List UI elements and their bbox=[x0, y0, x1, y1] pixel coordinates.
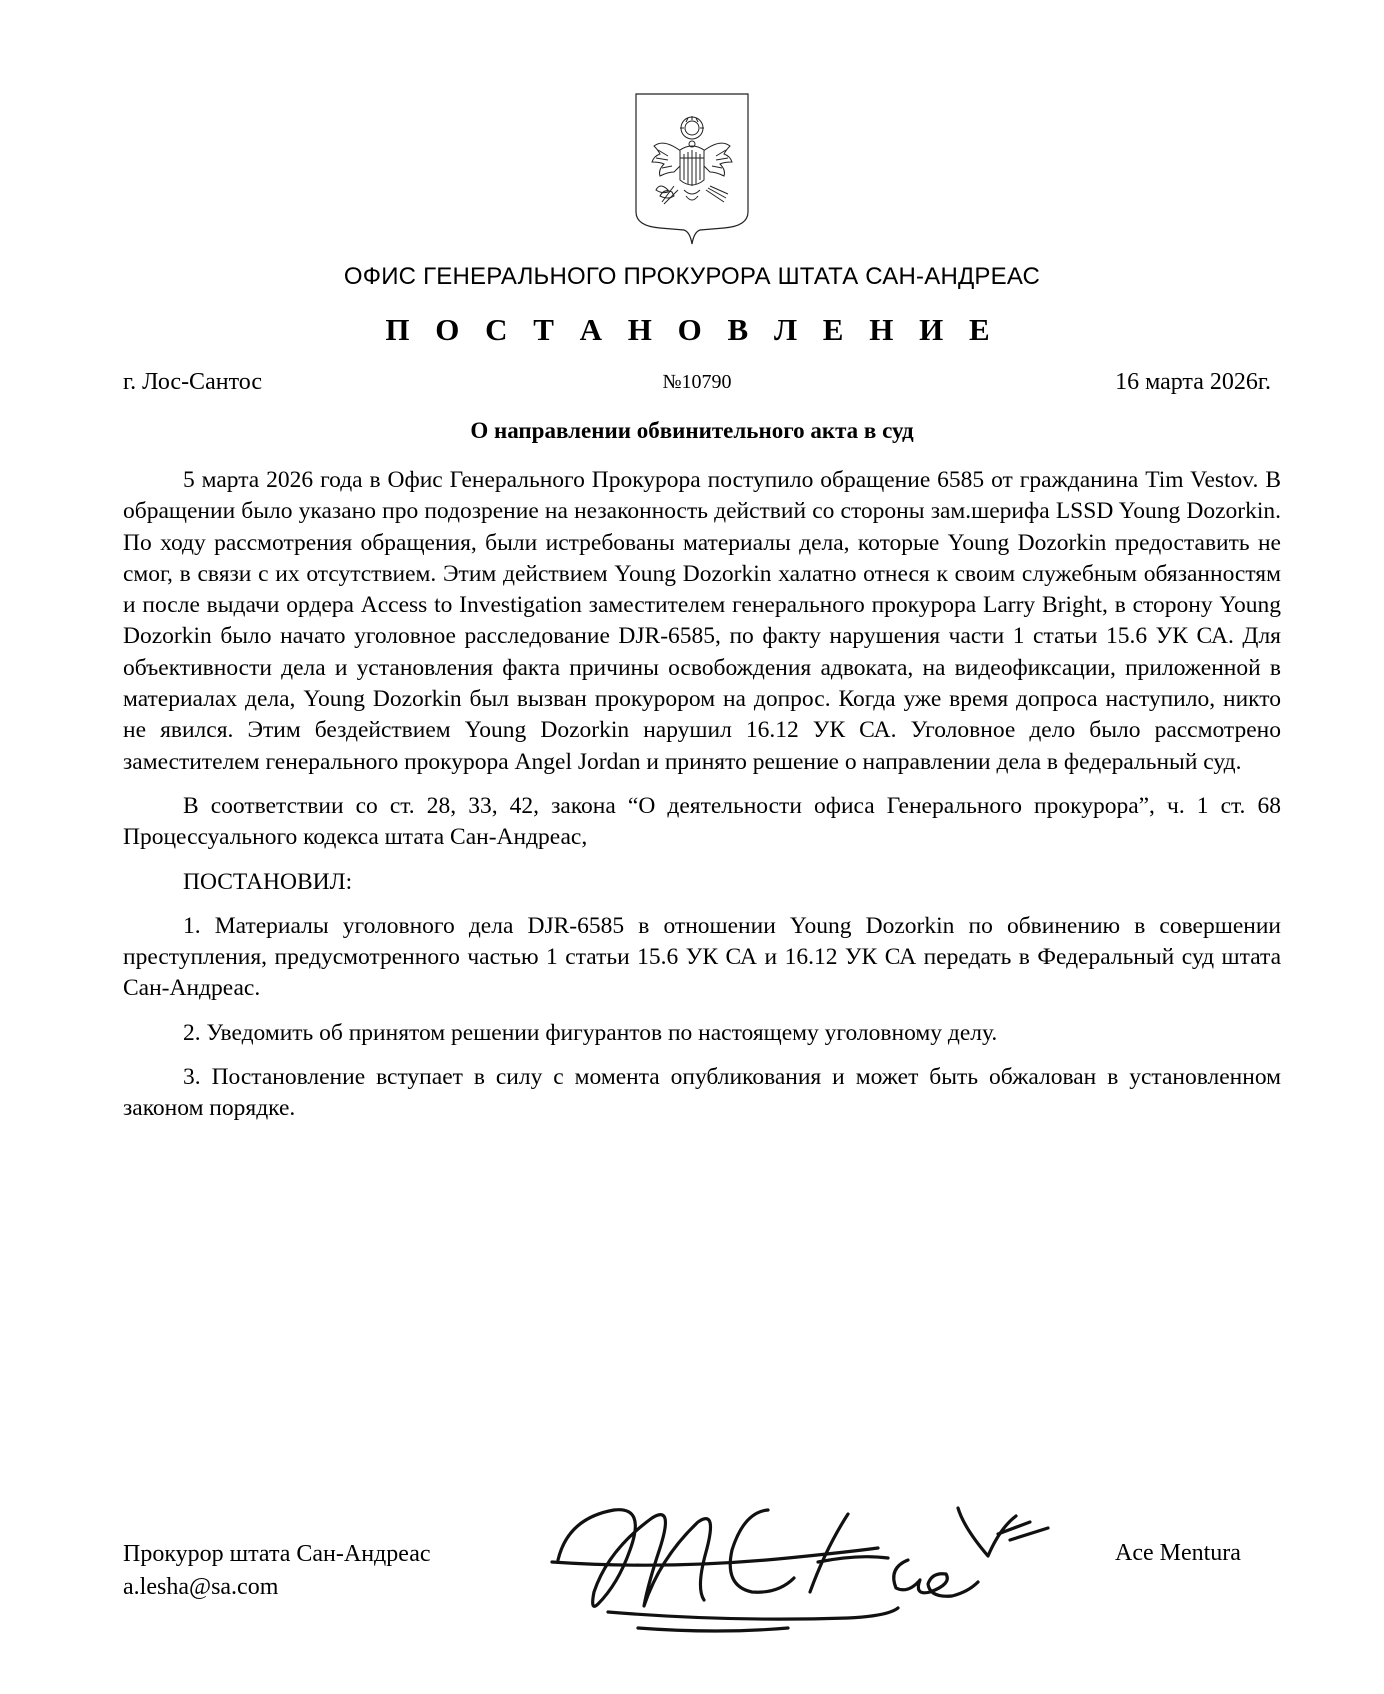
document-number: №10790 bbox=[662, 371, 732, 393]
paragraph-resolved-heading: ПОСТАНОВИЛ: bbox=[183, 868, 353, 895]
signature-block-left bbox=[123, 1538, 431, 1604]
paragraph-decision-3: 3. Постановление вступает в силу с момента опубликования и может быть обжалован в установленном законом порядке. bbox=[123, 1064, 1281, 1122]
eagle-seal-icon bbox=[634, 92, 750, 246]
paragraph-case-description: 5 марта 2026 года в Офис Генерального Прокурора поступило обращение 6585 от гражданина Tim Vestov. В обращении было указано про подозрение на незаконность действий со стороны зам.шерифа LSSD Young Dozorkin. По ходу рассмотрения обращения, были истребованы материалы дела, которые Young Dozorkin предоставить не смог, в связи с их отсутствием. Этим действием Young Dozorkin халатно отнеся к своим служебным обязанностям и после выдачи ордера Access to Investigation заместителем генерального прокурора Larry Bright, в сторону Young Dozorkin было начато уголовное расследование DJR-6585, по факту нарушения части 1 статьи 15.6 УК СА. Для объективности дела и установления факта причины освобождения адвоката, на видеофиксации, приложенной в материалах дела, Young Dozorkin был вызван прокурором на допрос. Когда уже время допроса наступило, никто не явился. Этим бездействием Young Dozorkin нарушил 16.12 УК СА. Уголовное дело было рассмотрено заместителем генерального прокурора Angel Jordan и принято решение о направлении дела в федеральный суд. bbox=[123, 467, 1281, 775]
handwritten-signature bbox=[548, 1488, 1096, 1648]
signer-name: Ace Mentura bbox=[1115, 1540, 1241, 1566]
document-body bbox=[123, 465, 1281, 1138]
document-title: П О С Т А Н О В Л Е Н И Е bbox=[385, 312, 999, 347]
paragraph-decision-1: 1. Материалы уголовного дела DJR-6585 в отношении Young Dozorkin по обвинению в совершении преступления, предусмотренного частью 1 статьи 15.6 УК СА и 16.12 УК СА передать в Федеральный суд штата Сан-Андреас. bbox=[123, 912, 1281, 1002]
document-meta-row bbox=[123, 369, 1271, 403]
document-date: 16 марта 2026г. bbox=[1115, 369, 1271, 395]
document-subject: О направлении обвинительного акта в суд bbox=[470, 418, 914, 443]
signer-email: a.lesha@sa.com bbox=[123, 1574, 279, 1600]
paragraph-decision-2: 2. Уведомить об принятом решении фигурантов по настоящему уголовному делу. bbox=[183, 1019, 998, 1046]
signer-position: Прокурор штата Сан-Андреас bbox=[123, 1541, 431, 1567]
paragraph-legal-basis: В соответствии со ст. 28, 33, 42, закона “О деятельности офиса Генерального прокурора”, ч. 1 ст. 68 Процессуального кодекса штата Сан-Андреас, bbox=[123, 792, 1281, 851]
office-name: ОФИС ГЕНЕРАЛЬНОГО ПРОКУРОРА ШТАТА САН-АНДРЕАС bbox=[343, 263, 1041, 290]
document-city: г. Лос-Сантос bbox=[123, 369, 262, 395]
